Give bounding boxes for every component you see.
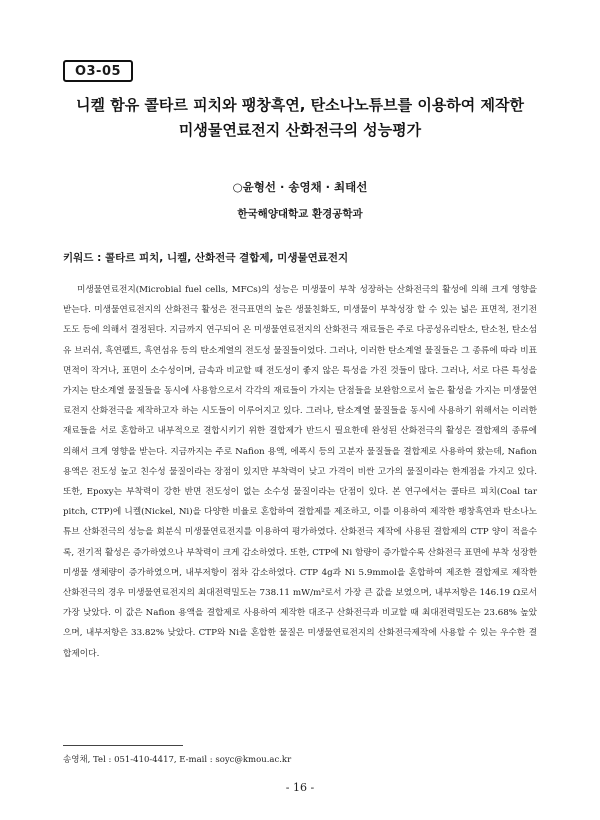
keywords: 키워드 : 콜타르 피치, 니켈, 산화전극 결합제, 미생물연료전지 xyxy=(63,252,349,264)
footnote-divider xyxy=(63,745,183,746)
footnote-contact: 송영채, Tel : 051-410-4417, E-mail : soyc@kmou.ac.kr xyxy=(63,755,292,765)
title-line-2: 미생물연료전지 산화전극의 성능평가 xyxy=(178,121,422,139)
title-line-1: 니켈 함유 콜타르 피치와 팽창흑연, 탄소나노튜브를 이용하여 제작한 xyxy=(76,96,524,114)
affiliation: 한국해양대학교 환경공학과 xyxy=(237,208,363,220)
authors: ○윤형선 · 송영채 · 최태선 xyxy=(232,180,368,194)
abstract-body: 미생물연료전지(Microbial fuel cells, MFCs)의 성능은 미생물이 부착 성장하는 산화전극의 활성에 의해 크게 영향을 받는다. 미생물연료전지의 산화전극 활성은 전극표면의 높은 생물친화도, 미생물이 부착성장 할 수 있는 넓은 표면적, 전기전도도 등에 의해서 결정된다. 지금까지 연구되어 온 미생물연료전지의 산화전극 재료들은 주로 다공성유리탄소, 탄소천, 탄소섬유 브러쉬, 흑연펠트, 흑연섬유 등의 탄소계열의 전도성 물질들이었다. 그러나, 이러한 탄소계열 물질들은 그 종류에 따라 비표면적이 작거나, 표면이 소수성이며, 금속과 비교할 때 전도성이 좋지 않은 특성을 가진 것들이 많다. 그러나, 서로 다른 특성을 가지는 탄소계열 물질들을 동시에 사용함으로서 각각의 재료들이 가지는 단점들을 보완함으로서 높은 활성을 가지는 미생물연료전지 산화전극을 제작하고자 하는 시도들이 이루어지고 있다. 그러나, 탄소계열 물질들을 동시에 사용하기 위해서는 이러한 재료들을 서로 혼합하고 내부적으로 결합시키기 위한 결합제가 반드시 필요한데 완성된 산화전극의 활성은 결합제의 종류에 의해서 크게 영향을 받는다. 지금까지는 주로 Nafion 용액, 에폭시 등의 고분자 물질들을 결합제로 사용하여 왔는데, Nafion 용액은 전도성 높고 친수성 물질이라는 장점이 있지만 부착력이 낮고 가격이 비싼 고가의 물질이라는 한계점을 가지고 있다. 또한, Epoxy는 부착력이 강한 반면 전도성이 없는 소수성 물질이라는 단점이 있다. 본 연구에서는 콜타르 피치(Coal tar pitch, CTP)에 니켈(Nickel, Ni)을 다양한 비율로 혼합하여 결합제를 제조하고, 이를 이용하여 제작한 팽창흑연과 탄소나노튜브 산화전극의 성능을 회분식 미생물연료전지를 이용하여 평가하였다. 산화전극 제작에 사용된 결합제의 CTP 양이 적을수록, 전기적 활성은 증가하였으나 부착력이 크게 감소하였다. 또한, CTP에 Ni 함량이 증가할수록 산화전극 표면에 부착 성장한 미생물 생체량이 증가하였으며, 내부저항이 점차 감소하였다. CTP 4g과 Ni 5.9mmol을 혼합하여 제조한 결합제로 제작한 산화전극의 경우 미생물연료전지의 최대전력밀도는 738.11 mW/m²로서 가장 큰 값을 보였으며, 내부저항은 146.19 Ω로서 가장 낮았다. 이 값은 Nafion 용액을 결합제로 사용하여 제작한 대조구 산화전극과 비교할 때 최대전력밀도는 23.68% 높았으며, 내부저항은 33.82% 낮았다. CTP와 Ni을 혼합한 물질은 미생물연료전지의 산화전극제작에 사용할 수 있는 우수한 결합제이다. xyxy=(63,285,537,659)
page-number: - 16 - xyxy=(285,781,315,794)
session-badge: O3-05 xyxy=(63,60,133,82)
paper-title xyxy=(40,93,560,143)
